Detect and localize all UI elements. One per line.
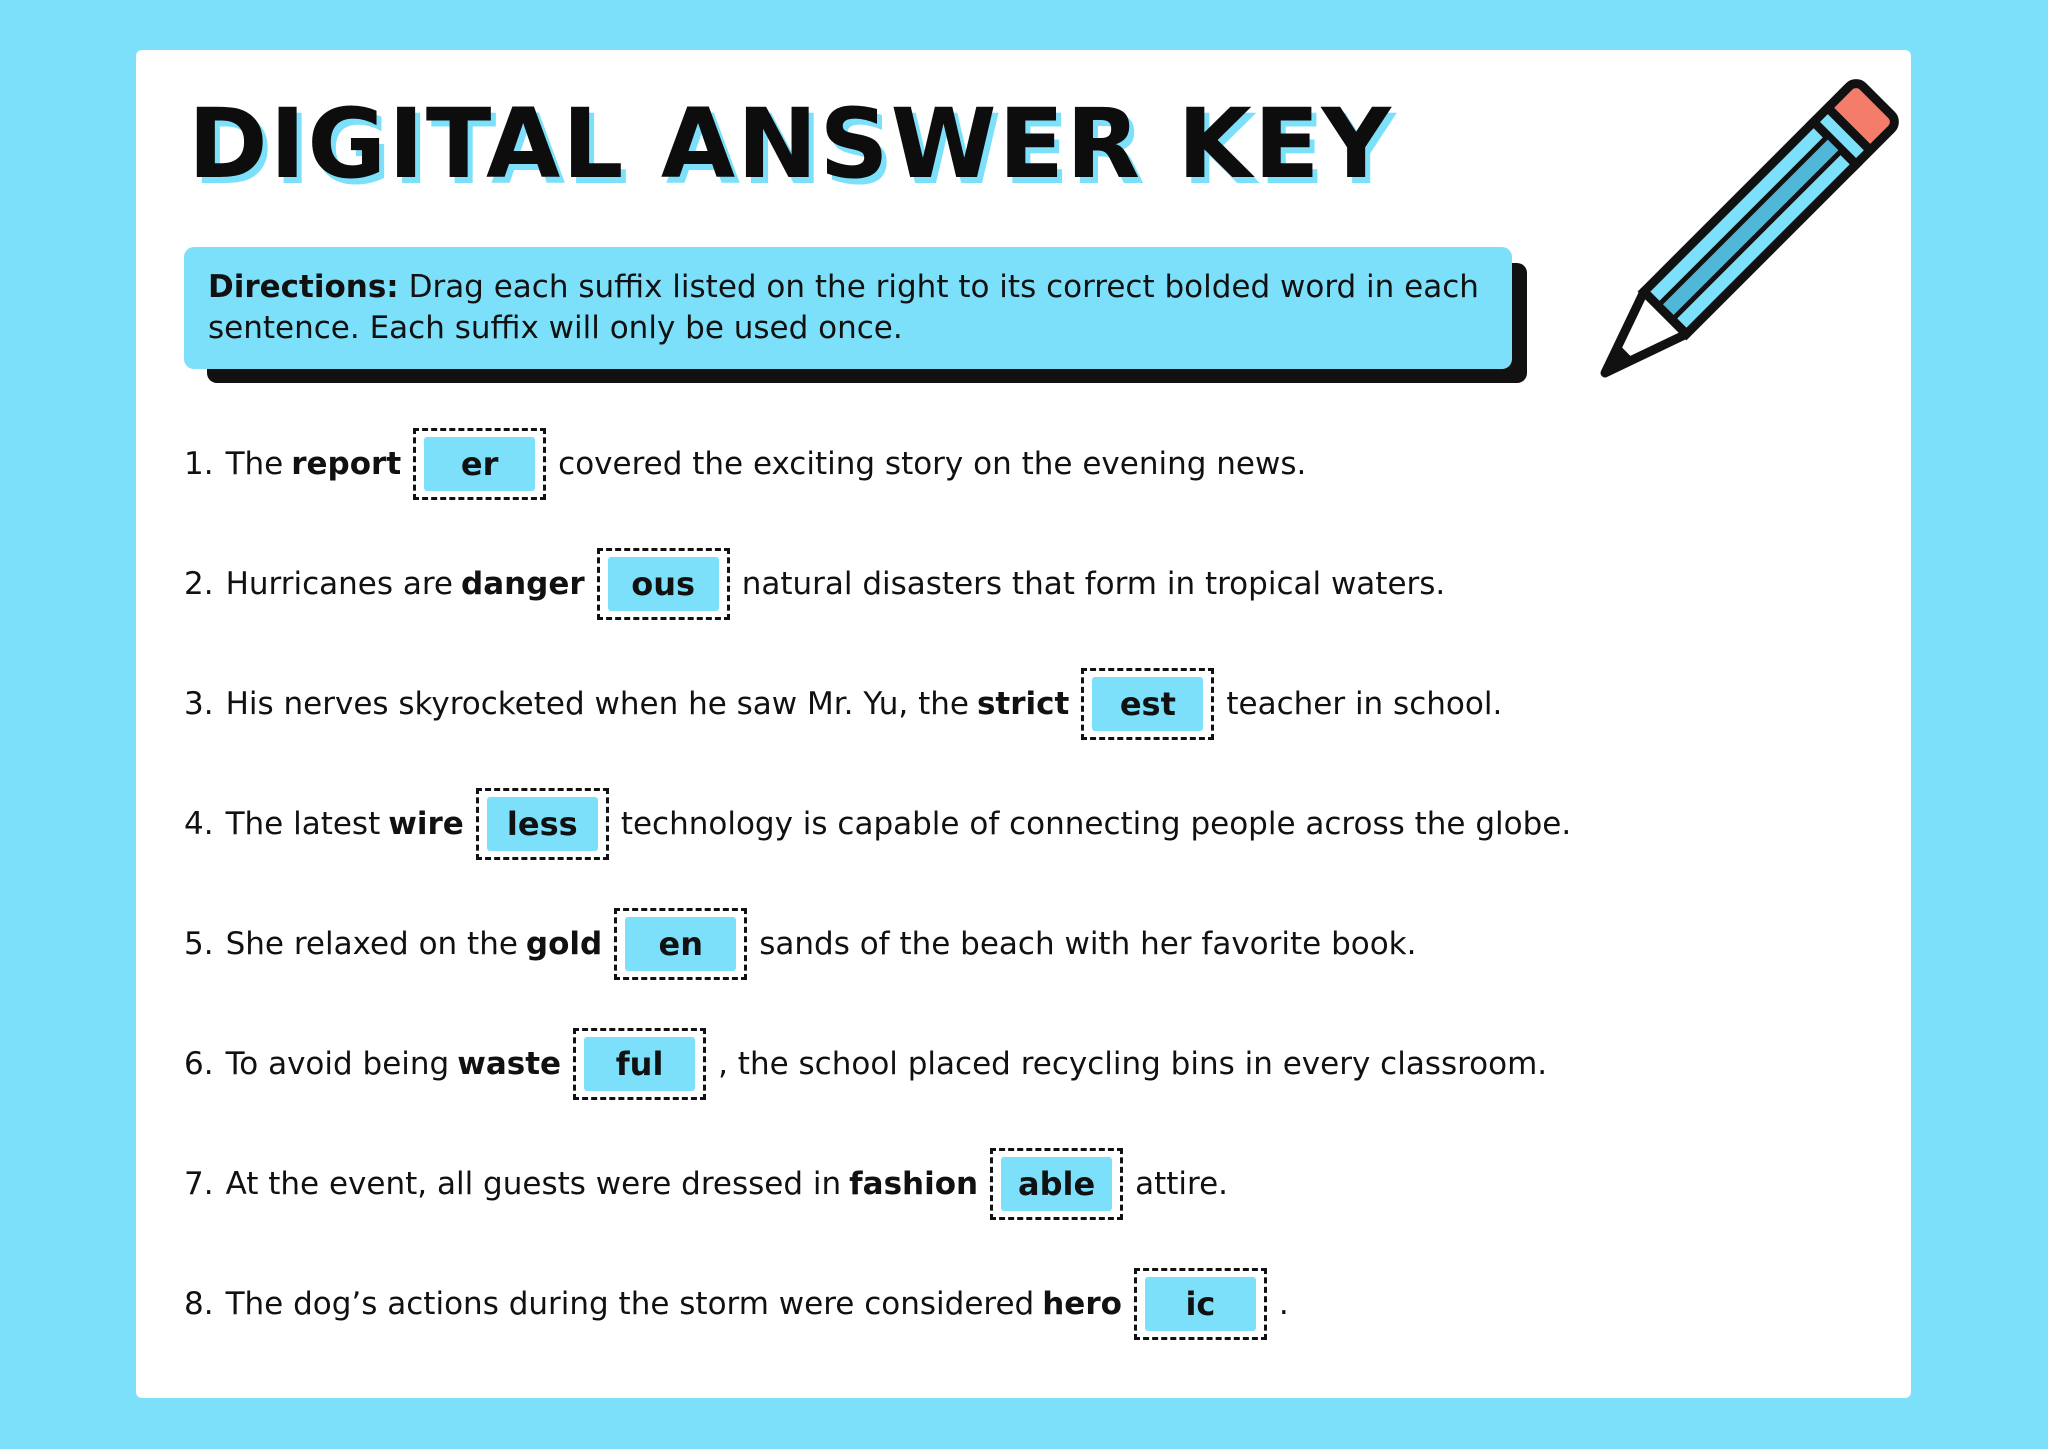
suffix-drop-zone[interactable] <box>413 428 546 500</box>
sentence-number: 2. <box>184 566 214 602</box>
sentence-5 <box>184 908 1571 980</box>
sentence-text-after: covered the exciting story on the evening news. <box>558 446 1307 482</box>
suffix-chip[interactable]: est <box>1092 677 1203 731</box>
sentence-text-after: . <box>1278 1286 1289 1322</box>
sentence-text-after: technology is capable of connecting people across the globe. <box>620 806 1572 842</box>
sentence-3 <box>184 668 1571 740</box>
sentence-number: 8. <box>184 1286 214 1322</box>
bolded-word: wire <box>388 806 464 842</box>
sentence-7 <box>184 1148 1571 1220</box>
sentence-number: 5. <box>184 926 214 962</box>
suffix-drop-zone[interactable] <box>476 788 609 860</box>
bolded-word: gold <box>525 926 603 962</box>
suffix-chip[interactable]: less <box>487 797 598 851</box>
sentence-text-before: The latest <box>225 806 381 842</box>
suffix-drop-zone[interactable] <box>573 1028 706 1100</box>
suffix-drop-zone[interactable] <box>990 1148 1123 1220</box>
sentence-text-before: At the event, all guests were dressed in <box>225 1166 842 1202</box>
sentence-number: 7. <box>184 1166 214 1202</box>
sentence-6 <box>184 1028 1571 1100</box>
suffix-drop-zone[interactable] <box>1081 668 1214 740</box>
sentence-1 <box>184 428 1571 500</box>
sentence-text-before: To avoid being <box>225 1046 450 1082</box>
bolded-word: waste <box>457 1046 562 1082</box>
sentence-text-before: Hurricanes are <box>225 566 453 602</box>
suffix-drop-zone[interactable] <box>614 908 747 980</box>
sentence-text-before: The dog’s actions during the storm were considered <box>225 1286 1035 1322</box>
sentence-text-before: His nerves skyrocketed when he saw Mr. Yu, the <box>225 686 969 722</box>
suffix-chip[interactable]: en <box>625 917 736 971</box>
sentence-text-after: natural disasters that form in tropical waters. <box>741 566 1446 602</box>
suffix-chip[interactable]: able <box>1001 1157 1112 1211</box>
bolded-word: danger <box>461 566 585 602</box>
pencil-icon <box>1585 68 1900 378</box>
suffix-drop-zone[interactable] <box>1134 1268 1267 1340</box>
sentence-4 <box>184 788 1571 860</box>
directions-text: Drag each suffix listed on the right to its correct bolded word in each sentence. Each suffix will only be used once. <box>208 269 1479 346</box>
bolded-word: strict <box>976 686 1070 722</box>
sentence-2 <box>184 548 1571 620</box>
sentence-text-after: , the school placed recycling bins in every classroom. <box>718 1046 1548 1082</box>
sentence-text-before: She relaxed on the <box>225 926 518 962</box>
sentence-number: 1. <box>184 446 214 482</box>
suffix-chip[interactable]: er <box>424 437 535 491</box>
directions-label: Directions: <box>208 269 399 305</box>
sentence-number: 4. <box>184 806 214 842</box>
sentence-text-after: teacher in school. <box>1226 686 1503 722</box>
sentence-8 <box>184 1268 1571 1340</box>
bolded-word: report <box>291 446 402 482</box>
suffix-chip[interactable]: ic <box>1145 1277 1256 1331</box>
sentence-number: 3. <box>184 686 214 722</box>
directions-box <box>184 247 1512 369</box>
sentence-text-after: sands of the beach with her favorite book. <box>759 926 1417 962</box>
bolded-word: hero <box>1042 1286 1122 1322</box>
suffix-drop-zone[interactable] <box>597 548 730 620</box>
suffix-chip[interactable]: ous <box>608 557 719 611</box>
page-title: DIGITAL ANSWER KEY <box>188 88 1393 200</box>
suffix-chip[interactable]: ful <box>584 1037 695 1091</box>
sentence-text-before: The <box>225 446 284 482</box>
bolded-word: fashion <box>849 1166 979 1202</box>
sentence-number: 6. <box>184 1046 214 1082</box>
sentence-list <box>184 428 1571 1388</box>
sentence-text-after: attire. <box>1135 1166 1229 1202</box>
